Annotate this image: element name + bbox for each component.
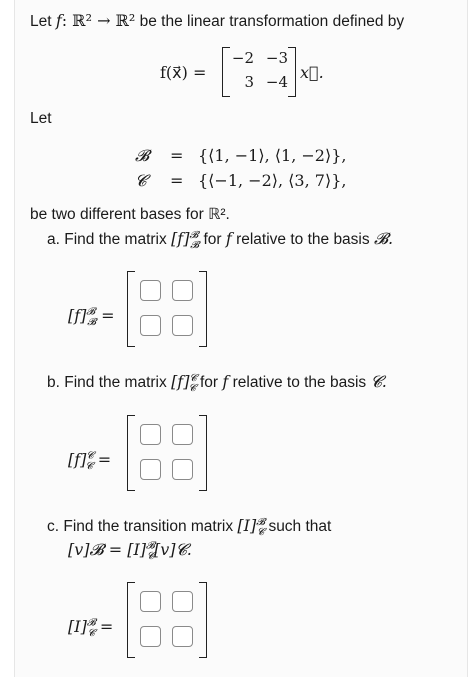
part-c-answer-eq: =	[99, 617, 114, 636]
answer-right-bracket	[199, 415, 207, 491]
bases-note: be two different bases for ℝ².	[30, 206, 230, 223]
part-c-prompt	[47, 516, 332, 539]
part-b-prompt	[47, 372, 387, 395]
matrix-cell: −4	[265, 73, 288, 91]
question-card	[14, 0, 468, 677]
part-b-suffix: relative to the basis	[232, 374, 367, 391]
part-a-f: f	[225, 229, 232, 248]
part-c-prefix: c. Find the transition matrix	[47, 518, 234, 535]
part-a-answer-sup: 𝓑	[86, 306, 96, 318]
answer-left-bracket	[127, 582, 135, 658]
part-c-eq-head: [v]𝓑 = [I]	[68, 540, 147, 559]
part-a-symbol: [f]	[171, 229, 190, 248]
part-a-answer-label	[68, 306, 115, 329]
matrix-cell: −2	[231, 49, 254, 67]
matrix-cell: −3	[265, 49, 288, 67]
part-b-sub: 𝓒	[188, 383, 196, 395]
part-b-basis: 𝓒.	[370, 372, 387, 391]
part-c-suffix: such that	[268, 518, 332, 535]
part-b-prefix: b. Find the matrix	[47, 374, 167, 391]
answer-input-box[interactable]	[172, 315, 193, 336]
basis-c-value: {⟨−1, −2⟩, ⟨3, 7⟩},	[198, 171, 347, 190]
part-b-for: for	[199, 374, 219, 391]
part-c-sup: 𝓑	[256, 516, 266, 528]
part-c-symbol: [I]	[237, 516, 257, 535]
part-c-answer-matrix	[127, 582, 207, 660]
answer-input-box[interactable]	[172, 626, 193, 647]
part-c-answer-label	[68, 617, 114, 640]
part-c-eq-sup: 𝓑	[146, 540, 155, 552]
definition-rhs: x⃗.	[300, 63, 324, 82]
matrix-cell: 3	[244, 73, 254, 91]
part-a-prompt	[47, 229, 394, 252]
part-c-eq-tail: [v]𝓒.	[153, 540, 192, 559]
basis-b-symbol: 𝓑	[135, 146, 150, 165]
answer-input-box[interactable]	[172, 424, 193, 445]
answer-input-box[interactable]	[140, 315, 161, 336]
part-b-answer-matrix	[127, 415, 207, 493]
basis-b-value: {⟨1, −1⟩, ⟨1, −2⟩},	[198, 146, 347, 165]
answer-input-box[interactable]	[140, 459, 161, 480]
answer-left-bracket	[127, 415, 135, 491]
part-b-answer-sup: 𝓒	[86, 450, 94, 462]
answer-input-box[interactable]	[172, 591, 193, 612]
part-c-equation	[68, 540, 192, 563]
definition-lhs: f(x⃗) =	[160, 63, 207, 82]
intro-f: f	[55, 11, 62, 30]
part-c-answer-sub: 𝓒	[87, 628, 95, 640]
answer-right-bracket	[199, 582, 207, 658]
answer-input-box[interactable]	[172, 459, 193, 480]
part-c-answer-lhs: [I]	[68, 617, 87, 636]
intro-let: Let	[30, 13, 52, 30]
part-c-eq-sub: 𝓒	[146, 551, 154, 563]
part-c-sub: 𝓒	[257, 527, 265, 539]
answer-left-bracket	[127, 271, 135, 347]
intro-map: : ℝ² → ℝ²	[61, 11, 136, 30]
answer-input-box[interactable]	[140, 424, 161, 445]
part-a-sub: 𝓑	[190, 240, 200, 252]
part-a-for: for	[203, 231, 222, 248]
answer-input-box[interactable]	[140, 591, 161, 612]
intro-line	[30, 11, 404, 31]
definition-matrix	[222, 47, 296, 99]
part-a-prefix: a. Find the matrix	[47, 231, 167, 248]
part-a-suffix: relative to the basis	[236, 231, 370, 248]
part-b-answer-eq: =	[97, 450, 112, 469]
part-b-answer-label	[68, 450, 112, 473]
part-a-basis: 𝓑.	[373, 229, 394, 248]
part-c-answer-sup: 𝓑	[86, 617, 96, 629]
part-b-f: f	[222, 372, 229, 391]
part-a-answer-lhs: [f]	[68, 306, 87, 325]
basis-b-eq: =	[170, 146, 184, 165]
part-b-symbol: [f]	[171, 372, 190, 391]
part-a-answer-sub: 𝓑	[87, 317, 97, 329]
part-b-answer-sub: 𝓒	[85, 461, 93, 473]
answer-input-box[interactable]	[140, 280, 161, 301]
answer-input-box[interactable]	[172, 280, 193, 301]
answer-right-bracket	[199, 271, 207, 347]
part-a-answer-eq: =	[101, 306, 115, 325]
matrix-right-bracket	[288, 47, 296, 97]
basis-c-symbol: 𝓒	[135, 171, 147, 190]
part-a-answer-matrix	[127, 271, 207, 349]
let-label: Let	[30, 110, 52, 127]
part-a-sup: 𝓑	[189, 229, 199, 241]
part-b-sup: 𝓒	[189, 372, 197, 384]
intro-suffix: be the linear transformation defined by	[139, 13, 405, 30]
basis-c-eq: =	[170, 171, 184, 190]
part-b-answer-lhs: [f]	[68, 450, 87, 469]
answer-input-box[interactable]	[140, 626, 161, 647]
